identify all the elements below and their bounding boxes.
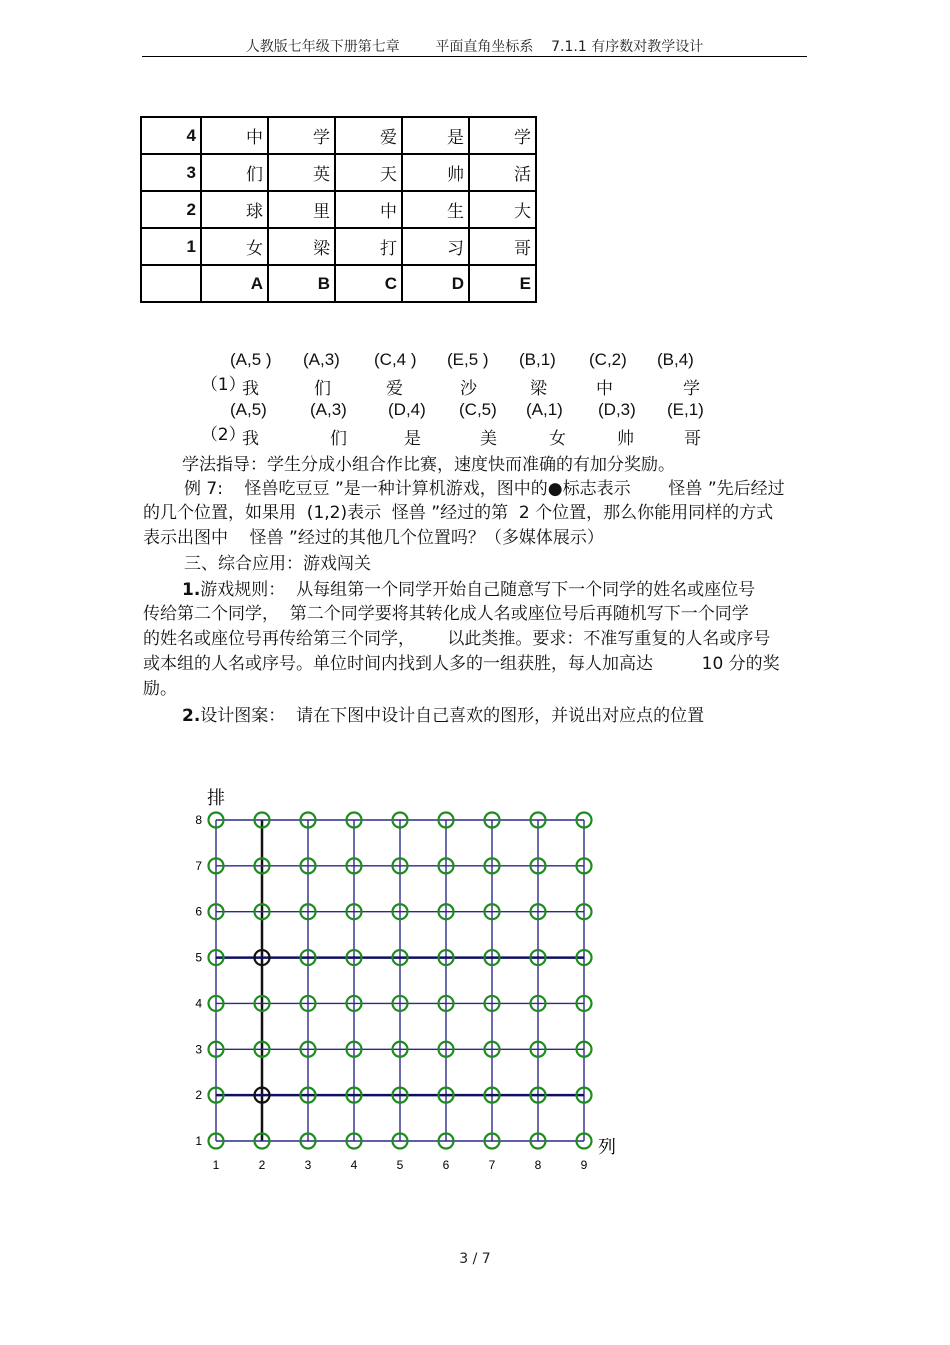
header-divider (142, 56, 807, 57)
table-cell: 中 (201, 117, 268, 154)
table-cell: 哥 (469, 228, 536, 265)
table-cell: 生 (402, 191, 469, 228)
table-cell: 学 (268, 117, 335, 154)
table-row (141, 191, 536, 228)
exercise-2-coord: (A,3) (310, 400, 347, 419)
row-label: 4 (141, 117, 201, 154)
column-label: D (402, 265, 469, 302)
y-tick-label: 2 (195, 1088, 202, 1103)
x-tick-label: 1 (212, 1158, 220, 1172)
exercise-1-char: 学 (683, 379, 701, 399)
design-task-line (182, 701, 704, 726)
game-rule-number: 1. (182, 580, 201, 600)
x-tick-label: 2 (258, 1158, 266, 1172)
table-row (141, 117, 536, 154)
coordinate-grid-figure (180, 780, 640, 1180)
exercise-1-coord: (C,2) (589, 350, 627, 369)
table-cell: 天 (335, 154, 402, 191)
table-cell: 女 (201, 228, 268, 265)
game-rule-line-4: 或本组的人名或序号。单位时间内找到人多的一组获胜，每人加高达 10 分的奖 (143, 654, 780, 674)
exercise-1-char: 沙 (460, 379, 478, 399)
x-axis-title: 列 (598, 1137, 616, 1157)
table-cell: 里 (268, 191, 335, 228)
x-tick-label: 4 (350, 1158, 358, 1172)
exercise-2-char: 女 (549, 429, 567, 449)
exercise-2-coord: (E,1) (667, 400, 704, 419)
exercise-1-coord: (B,1) (519, 350, 556, 369)
exercise-1-char: 爱 (386, 379, 404, 399)
exercise-2-char: 们 (330, 429, 348, 449)
study-guide-text: 学法指导：学生分成小组合作比赛，速度快而准确的有加分奖励。 (182, 455, 675, 475)
column-label: B (268, 265, 335, 302)
exercise-2-coord: (A,5) (230, 400, 267, 419)
exercise-2-coord: (D,4) (388, 400, 426, 419)
page-number: 3 / 7 (459, 1251, 491, 1267)
example-7-line-2: 的几个位置，如果用 (1,2)表示 怪兽 ”经过的第 2 个位置，那么你能用同样的方式 (143, 503, 774, 523)
game-rule-line-1 (182, 575, 755, 600)
table-cell: 英 (268, 154, 335, 191)
table-cell: 打 (335, 228, 402, 265)
exercise-1-coord: (C,4 ) (374, 350, 417, 369)
x-tick-label: 3 (304, 1158, 312, 1172)
section-3-heading: 三、综合应用：游戏闯关 (184, 554, 371, 574)
column-label: C (335, 265, 402, 302)
table-cell: 们 (201, 154, 268, 191)
exercise-2-char: 哥 (684, 429, 702, 449)
y-tick-label: 1 (195, 1134, 202, 1148)
y-tick-label: 4 (195, 996, 202, 1011)
game-rule-text-1: 游戏规则： 从每组第一个同学开始自己随意写下一个同学的姓名或座位号 (200, 580, 756, 600)
y-tick-label: 6 (195, 904, 202, 919)
exercise-2-char: 是 (404, 429, 422, 449)
x-tick-label: 6 (442, 1158, 450, 1172)
game-rule-line-2: 传给第二个同学， 第二个同学要将其转化成人名或座位号后再随机写下一个同学 (143, 604, 749, 624)
table-cell: 帅 (402, 154, 469, 191)
exercise-1-coord: (A,3) (303, 350, 340, 369)
table-cell: 爱 (335, 117, 402, 154)
exercise-2-char: 我 (242, 429, 260, 449)
exercise-2-coord: (A,1) (526, 400, 563, 419)
y-tick-label: 3 (195, 1042, 202, 1057)
exercise-1-char: 们 (314, 379, 332, 399)
exercise-2-coord: (C,5) (459, 400, 497, 419)
table-cell: 球 (201, 191, 268, 228)
row-label: 1 (141, 228, 201, 265)
column-label: A (201, 265, 268, 302)
game-rule-line-3: 的姓名或座位号再传给第三个同学， 以此类推。要求：不准写重复的人名或序号 (143, 629, 771, 649)
column-label: E (469, 265, 536, 302)
table-row-column-labels (141, 265, 536, 302)
y-tick-label: 7 (195, 858, 202, 873)
exercise-2-char: 美 (480, 429, 498, 449)
table-cell: 活 (469, 154, 536, 191)
table-cell: 大 (469, 191, 536, 228)
x-tick-label: 5 (396, 1158, 404, 1172)
example-7-line-1: 例 7: 怪兽吃豆豆 ”是一种计算机游戏，图中的●标志表示 怪兽 ”先后经过 (184, 479, 785, 499)
character-grid-table (140, 116, 537, 303)
exercise-2-prefix: （2） (200, 425, 246, 445)
x-tick-label: 7 (488, 1158, 496, 1172)
row-label: 2 (141, 191, 201, 228)
table-row (141, 154, 536, 191)
row-label: 3 (141, 154, 201, 191)
x-tick-label: 8 (534, 1158, 542, 1172)
y-tick-label: 5 (195, 950, 202, 965)
exercise-1-char: 梁 (530, 379, 548, 399)
table-cell: 梁 (268, 228, 335, 265)
table-row (141, 228, 536, 265)
table-cell: 中 (335, 191, 402, 228)
exercise-2-char: 帅 (617, 429, 635, 449)
exercise-1-coord: (E,5 ) (447, 350, 489, 369)
x-tick-label: 9 (580, 1158, 588, 1172)
table-cell: 是 (402, 117, 469, 154)
y-tick-label: 8 (195, 813, 202, 827)
game-rule-line-5: 励。 (143, 679, 177, 699)
exercise-2-coord: (D,3) (598, 400, 636, 419)
table-corner-cell (141, 265, 201, 302)
exercise-1-char: 我 (242, 379, 260, 399)
exercise-1-char: 中 (596, 379, 614, 399)
table-cell: 学 (469, 117, 536, 154)
design-task-text: 设计图案： 请在下图中设计自己喜欢的图形，并说出对应点的位置 (200, 706, 705, 726)
exercise-1-coord: (A,5 ) (230, 350, 272, 369)
y-axis-title: 排 (207, 788, 225, 808)
page-header: 人教版七年级下册第七章 平面直角坐标系 7.1.1 有序数对教学设计 (245, 39, 704, 55)
exercise-1-prefix: （1） (200, 375, 246, 395)
table-cell: 习 (402, 228, 469, 265)
exercise-1-coord: (B,4) (657, 350, 694, 369)
design-task-number: 2. (182, 706, 201, 726)
example-7-line-3: 表示出图中 怪兽 ”经过的其他几个位置吗？（多媒体展示） (143, 528, 604, 548)
